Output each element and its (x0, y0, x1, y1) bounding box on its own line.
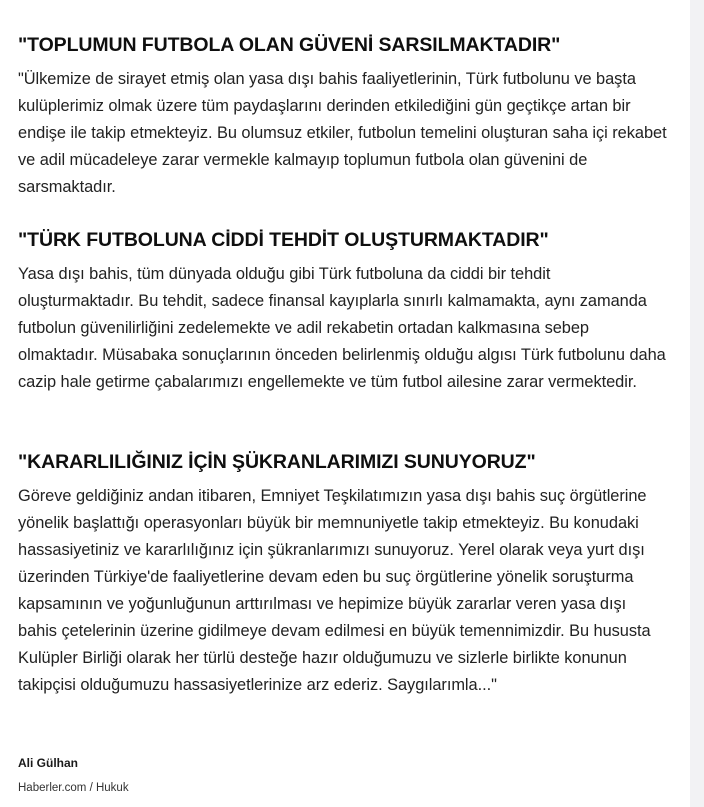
author-name: Ali Gülhan (18, 756, 78, 770)
source-link[interactable]: Haberler.com / Hukuk (18, 782, 129, 794)
right-sidebar-panel (690, 0, 704, 807)
section-heading-2: "TÜRK FUTBOLUNA CİDDİ TEHDİT OLUŞTURMAKTADIR" (18, 229, 549, 251)
section-heading-1: "TOPLUMUN FUTBOLA OLAN GÜVENİ SARSILMAKTADIR" (18, 34, 561, 56)
section-heading-3: "KARARLILIĞINIZ İÇİN ŞÜKRANLARIMIZI SUNUYORUZ" (18, 451, 536, 473)
section-paragraph-3: Göreve geldiğiniz andan itibaren, Emniyet Teşkilatımızın yasa dışı bahis suç örgütlerine yönelik başlattığı operasyonları büyük bir memnuniyetle takip etmekteyiz. Bu konudaki hassasiyetiniz ve kararlılığınız için şükranlarımızı sunuyoruz. Yerel olarak veya yurt dışı üzerinden Türkiye'de faaliyetlerine devam eden bu suç örgütlerine yönelik soruşturma kapsamının ve yoğunluğunun arttırılması ve hepimize büyük zararlar veren yasa dışı bahis çetelerinin üzerine gidilmeye devam edilmesi en büyük temennimizdir. Bu hususta Kulüpler Birliği olarak her türlü desteğe hazır olduğumuzu ve sizlerle birlikte konunun takipçisi olduğumuzu hassasiyetlerinize arz ederiz. Saygılarımla..." (18, 487, 651, 694)
section-paragraph-1: "Ülkemize de sirayet etmiş olan yasa dışı bahis faaliyetlerinin, Türk futbolunu ve başta kulüplerimiz olmak üzere tüm paydaşlarını derinden etkilediğini gün geçtikçe artan bir endişe ile takip etmekteyiz. Bu olumsuz etkiler, futbolun temelini oluşturan saha içi rekabet ve adil mücadeleye zarar vermekle kalmayıp toplumun futbola olan güvenini de sarsmaktadır. (18, 70, 667, 196)
section-paragraph-2: Yasa dışı bahis, tüm dünyada olduğu gibi Türk futboluna da ciddi bir tehdit oluşturmaktadır. Bu tehdit, sadece finansal kayıplarla sınırlı kalmamakta, aynı zamanda futbolun güvenilirliğini zedelemekte ve adil rekabetin ortadan kalkmasına sebep olmaktadır. Müsabaka sonuçlarının önceden belirlenmiş olduğu algısı Türk futbolunu daha cazip hale getirme çabalarımızı engellemekte ve tüm futbol ailesine zarar vermektedir. (18, 265, 666, 391)
